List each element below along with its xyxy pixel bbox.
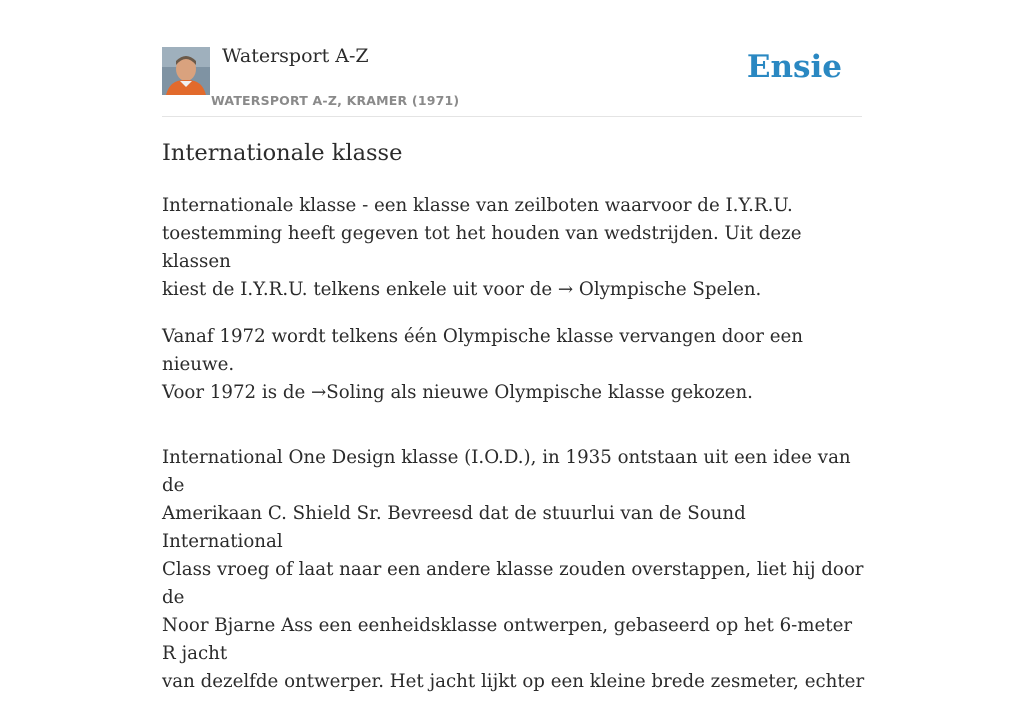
header [162, 0, 862, 117]
source-label[interactable]: WATERSPORT A-Z, KRAMER (1971) [211, 93, 460, 108]
paragraph: International One Design klasse (I.O.D.), in 1935 ontstaan uit een idee van de Amerikaan C. Shield Sr. Bevreesd dat de stuurlui van de Sound International Class vroeg of laat naar een andere klasse zouden overstappen, liet hij door de Noor Bjarne Ass een eenheidsklasse ontwerpen, gebaseerd op het 6-meter R jacht van dezelfde ontwerper. Het jacht lijkt op een kleine brede zesmeter, echter [162, 447, 865, 692]
paragraph: Internationale klasse - een klasse van zeilboten waarvoor de I.Y.R.U. toestemming heeft gegeven tot het houden van wedstrijden. Uit deze klassen kiest de I.Y.R.U. telkens enkele uit voor de → Olympische Spelen. [162, 195, 802, 300]
ensie-logo[interactable]: Ensie [746, 49, 842, 85]
paragraph: Vanaf 1972 wordt telkens één Olympische klasse vervangen door een nieuwe. Voor 1972 is de →Soling als nieuwe Olympische klasse gekozen. [162, 326, 804, 403]
person-avatar-icon[interactable] [162, 47, 210, 95]
page-title: Internationale klasse [162, 140, 403, 166]
site-name[interactable]: Watersport A-Z [222, 45, 369, 67]
article-body [162, 192, 867, 715]
